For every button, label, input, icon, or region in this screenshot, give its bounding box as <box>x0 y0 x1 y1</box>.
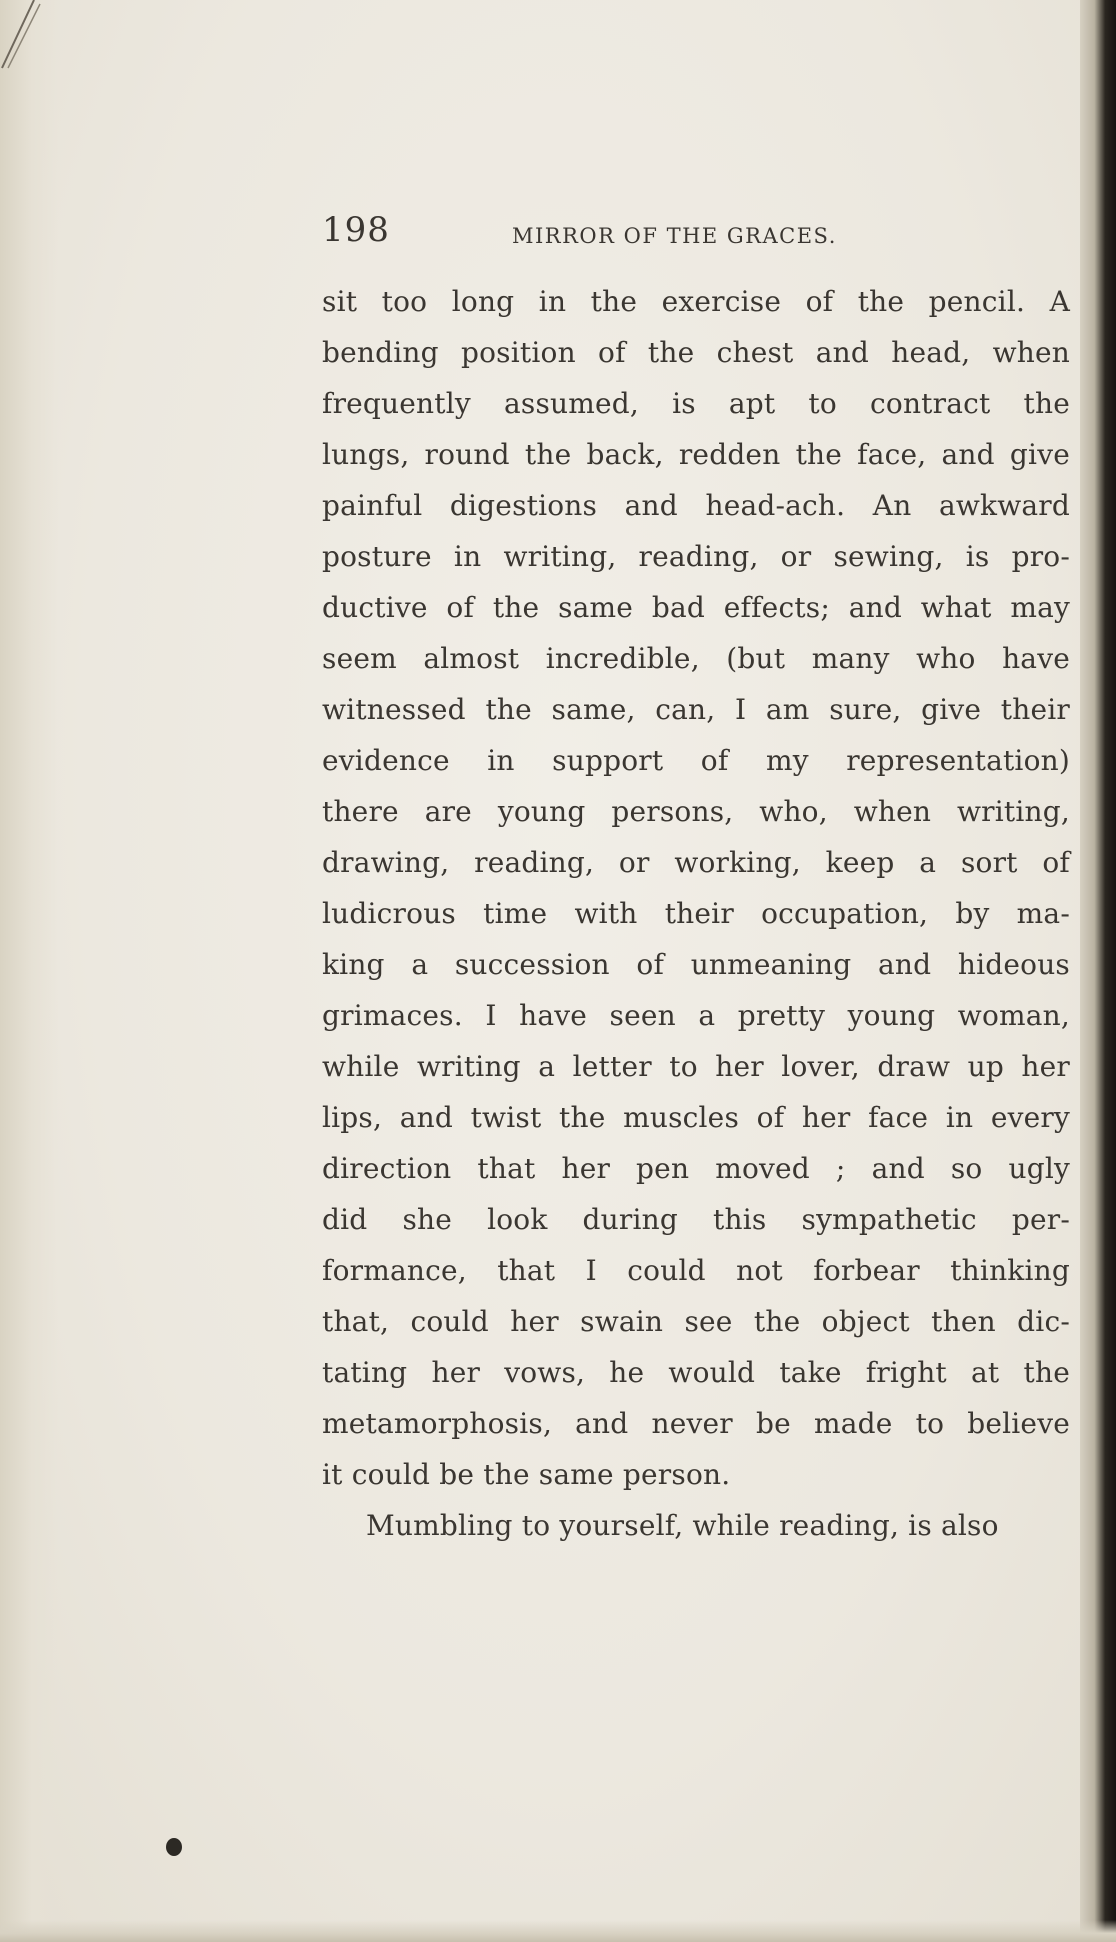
text-line: formance, that I could not forbear thinking <box>322 1254 1070 1287</box>
text-line: evidence in support of my representation) <box>322 744 1070 777</box>
text-line: posture in writing, reading, or sewing, is pro- <box>322 540 1070 573</box>
page-binding-edge <box>1080 0 1116 1942</box>
running-title: MIRROR OF THE GRACES. <box>512 224 837 248</box>
text-line: drawing, reading, or working, keep a sort of <box>322 846 1070 879</box>
text-line: ductive of the same bad effects; and what may <box>322 591 1070 624</box>
ink-spot <box>166 1838 182 1856</box>
text-line: ludicrous time with their occupation, by ma- <box>322 897 1070 930</box>
paragraph-start-line: Mumbling to yourself, while reading, is also <box>366 1509 999 1542</box>
text-line: seem almost incredible, (but many who have <box>322 642 1070 675</box>
text-line: direction that her pen moved ; and so ugly <box>322 1152 1070 1185</box>
text-line: that, could her swain see the object then dic- <box>322 1305 1070 1338</box>
book-page <box>322 210 1070 1551</box>
text-line: sit too long in the exercise of the pencil. A <box>322 285 1070 318</box>
text-line: painful digestions and head-ach. An awkward <box>322 489 1070 522</box>
text-line: metamorphosis, and never be made to believe <box>322 1407 1070 1440</box>
text-line: while writing a letter to her lover, draw up her <box>322 1050 1070 1083</box>
text-line: grimaces. I have seen a pretty young woman, <box>322 999 1070 1032</box>
text-line: tating her vows, he would take fright at the <box>322 1356 1070 1389</box>
corner-pen-mark <box>0 0 52 70</box>
text-line: bending position of the chest and head, when <box>322 336 1070 369</box>
text-line: lips, and twist the muscles of her face in every <box>322 1101 1070 1134</box>
text-line: there are young persons, who, when writing, <box>322 795 1070 828</box>
page-number: 198 <box>322 210 390 250</box>
page-left-edge <box>0 0 58 1942</box>
page-bottom-edge <box>0 1920 1116 1942</box>
body-text <box>322 276 1070 1551</box>
text-line: frequently assumed, is apt to contract the <box>322 387 1070 420</box>
text-line: king a succession of unmeaning and hideous <box>322 948 1070 981</box>
text-line: witnessed the same, can, I am sure, give their <box>322 693 1070 726</box>
text-line: lungs, round the back, redden the face, and give <box>322 438 1070 471</box>
paragraph-end-line: it could be the same person. <box>322 1458 731 1491</box>
running-head <box>322 210 1070 258</box>
text-line: did she look during this sympathetic per- <box>322 1203 1070 1236</box>
